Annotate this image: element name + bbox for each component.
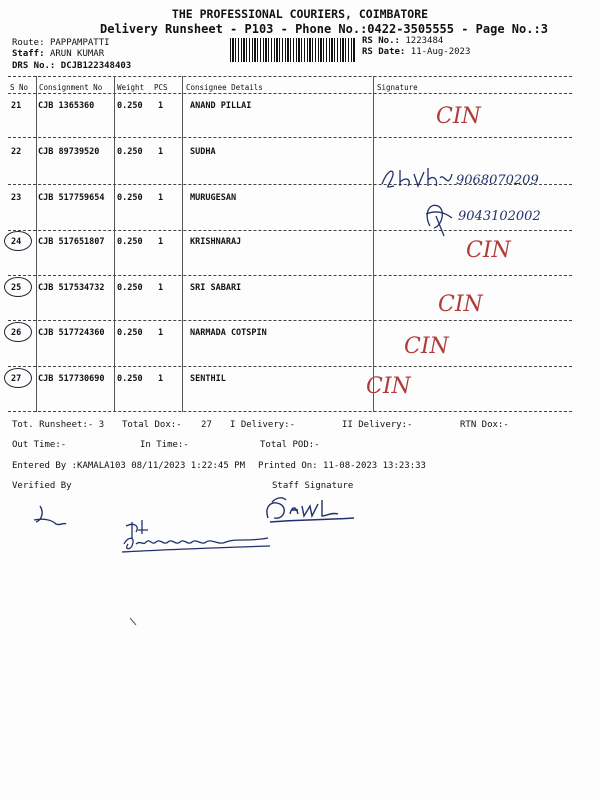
drs-line (12, 61, 131, 71)
handwritten-signature-sudha (378, 160, 578, 194)
col-divider-3 (182, 76, 183, 412)
barcode (230, 38, 356, 62)
row-pcs: 1 (158, 147, 164, 157)
row-consignment: CJB 517534732 (38, 283, 105, 293)
handwritten-signature-murugesan (422, 196, 582, 236)
route-value: PAPPAMPATTI (49, 38, 110, 48)
drs-label: DRS No.: (12, 61, 56, 71)
entered-by: Entered By :KAMALA103 08/11/2023 1:22:45 PM (12, 461, 245, 471)
row-sno: 27 (11, 374, 22, 384)
row-consignment: CJB 89739520 (38, 147, 100, 157)
printed-on: Printed On: 11-08-2023 13:23:33 (258, 461, 426, 471)
svg-text:9043102002: 9043102002 (458, 209, 541, 224)
header-consignee: Consignee Details (186, 83, 263, 92)
row-weight: 0.250 (117, 193, 143, 203)
row-sno: 26 (11, 328, 22, 338)
row-rule (8, 275, 572, 276)
handwritten-cin-24: CIN (466, 238, 511, 263)
verified-initial-signature (30, 502, 74, 528)
row-consignee: SENTHIL (190, 374, 226, 384)
row-consignment: CJB 1365360 (38, 101, 95, 111)
row-pcs: 1 (158, 101, 164, 111)
rs-no-line (362, 36, 443, 46)
total-pod: Total POD:- (260, 440, 320, 450)
row-consignment: CJB 517651807 (38, 237, 105, 247)
handwritten-cin-25: CIN (438, 292, 483, 317)
row-rule (8, 320, 572, 321)
col-divider-1 (36, 76, 37, 412)
route-line (12, 38, 110, 48)
row-sno: 24 (11, 237, 22, 247)
staff-signature-label: Staff Signature (272, 481, 354, 491)
row-weight: 0.250 (117, 283, 143, 293)
row-pcs: 1 (158, 193, 164, 203)
row-consignment: CJB 517724360 (38, 328, 105, 338)
rs-date-label: RS Date: (362, 47, 406, 57)
verified-by-label: Verified By (12, 481, 72, 491)
rtn-dox: RTN Dox:- (460, 420, 509, 430)
row-weight: 0.250 (117, 374, 143, 384)
header-signature: Signature (377, 83, 418, 92)
handwritten-cin-21: CIN (436, 104, 481, 129)
row-rule (8, 137, 572, 138)
table-top-rule (8, 76, 572, 77)
row-consignee: NARMADA COTSPIN (190, 328, 267, 338)
ii-delivery: II Delivery:- (342, 420, 413, 430)
row-weight: 0.250 (117, 147, 143, 157)
row-consignee: SRI SABARI (190, 283, 242, 293)
row-weight: 0.250 (117, 237, 143, 247)
row-rule (8, 366, 572, 367)
row-consignee: SUDHA (190, 147, 216, 157)
header-consignment: Consignment No (39, 83, 103, 92)
rs-date-line (362, 47, 470, 57)
header-weight: Weight (117, 83, 145, 92)
out-time: Out Time:- (12, 440, 67, 450)
staff-signature-mark (262, 494, 362, 526)
total-dox-line (122, 420, 212, 430)
row-consignee: ANAND PILLAI (190, 101, 252, 111)
header-pcs: PCS (154, 83, 168, 92)
svg-text:9068070209: 9068070209 (456, 173, 539, 188)
company-name: THE PROFESSIONAL COURIERS, COIMBATORE (171, 7, 429, 21)
drs-value: DCJB122348403 (60, 61, 132, 71)
row-consignment: CJB 517730690 (38, 374, 105, 384)
handwritten-cin-27: CIN (366, 374, 411, 399)
staff-label: Staff: (12, 49, 45, 59)
row-sno: 25 (11, 283, 22, 293)
row-sno: 22 (11, 147, 22, 157)
header-sno: S No (10, 83, 29, 92)
handwritten-cin-26: CIN (404, 334, 449, 359)
row-sno: 21 (11, 101, 22, 111)
col-divider-2 (114, 76, 115, 412)
row-weight: 0.250 (117, 328, 143, 338)
runsheet-title: Delivery Runsheet - P103 - Phone No.:0422-3505555 - Page No.:3 (100, 22, 548, 36)
col-divider-4 (373, 76, 374, 412)
row-pcs: 1 (158, 374, 164, 384)
rs-no-value: 1223484 (405, 36, 444, 46)
total-dox-value: 27 (201, 420, 212, 430)
table-header-rule (8, 93, 572, 94)
rs-date-value: 11-Aug-2023 (410, 47, 471, 57)
row-pcs: 1 (158, 328, 164, 338)
row-pcs: 1 (158, 237, 164, 247)
i-delivery: I Delivery:- (230, 420, 296, 430)
row-consignee: MURUGESAN (190, 193, 237, 203)
total-runsheet: Tot. Runsheet:- 3 (12, 420, 105, 430)
verified-signature (118, 516, 278, 556)
stray-pen-mark (128, 616, 140, 628)
rs-no-label: RS No.: (362, 36, 400, 46)
row-consignment: CJB 517759654 (38, 193, 105, 203)
staff-line (12, 49, 104, 59)
in-time: In Time:- (140, 440, 189, 450)
total-dox-label: Total Dox:- (122, 420, 182, 430)
row-consignee: KRISHNARAJ (190, 237, 242, 247)
table-bottom-rule (8, 411, 572, 412)
row-sno: 23 (11, 193, 22, 203)
row-weight: 0.250 (117, 101, 143, 111)
row-pcs: 1 (158, 283, 164, 293)
route-label: Route: (12, 38, 45, 48)
staff-value: ARUN KUMAR (49, 49, 105, 59)
